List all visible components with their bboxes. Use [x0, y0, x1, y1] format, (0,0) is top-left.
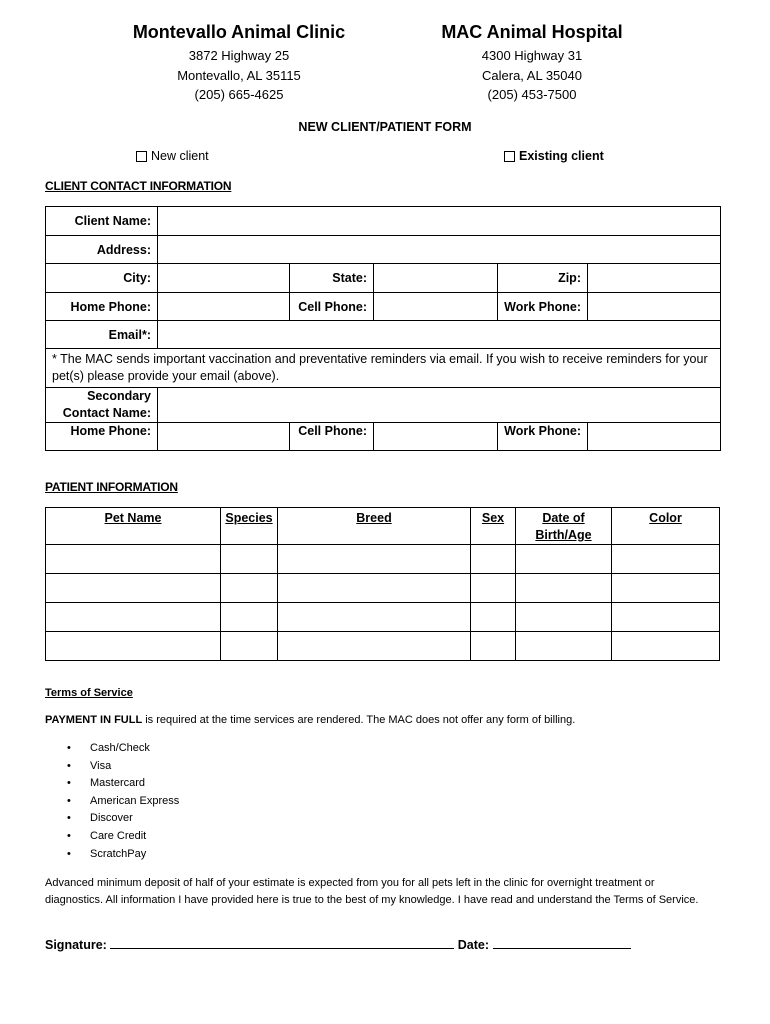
- color-header: Color: [612, 508, 720, 545]
- clinic-phone: (205) 665-4625: [194, 87, 284, 102]
- patient-section-title: PATIENT INFORMATION: [45, 480, 178, 494]
- clinic-city: Calera, AL 35040: [482, 67, 582, 83]
- dob-cell[interactable]: [516, 574, 612, 603]
- pet-name-header: Pet Name: [46, 508, 221, 545]
- cell-phone-field[interactable]: [374, 293, 498, 321]
- sex-cell[interactable]: [471, 545, 516, 574]
- email-field[interactable]: [158, 321, 721, 349]
- signature-row: [45, 936, 631, 952]
- secondary-contact-label-line1: Secondary: [87, 389, 151, 403]
- pet-name-cell[interactable]: [46, 603, 221, 632]
- dob-cell[interactable]: [516, 545, 612, 574]
- sex-cell[interactable]: [471, 632, 516, 661]
- color-cell[interactable]: [612, 574, 720, 603]
- zip-field[interactable]: [588, 264, 721, 293]
- species-cell[interactable]: [221, 632, 278, 661]
- table-row: [46, 545, 720, 574]
- list-item: • Care Credit: [45, 828, 179, 846]
- date-line[interactable]: [493, 936, 631, 949]
- payment-in-full: PAYMENT IN FULL: [45, 714, 143, 726]
- clinic-header-montevallo: [100, 20, 378, 105]
- breed-cell[interactable]: [278, 574, 471, 603]
- breed-cell[interactable]: [278, 632, 471, 661]
- existing-client-checkbox[interactable]: [504, 151, 515, 162]
- pet-name-cell[interactable]: [46, 545, 221, 574]
- client-name-label: Client Name:: [46, 207, 158, 236]
- patient-info-table: [45, 507, 720, 661]
- terms-title: Terms of Service: [45, 687, 133, 699]
- new-client-label: New client: [151, 149, 209, 163]
- breed-cell[interactable]: [278, 545, 471, 574]
- clinic-address: 3872 Highway 25: [188, 48, 290, 63]
- secondary-contact-label: [46, 388, 158, 423]
- secondary-home-phone-label: Home Phone:: [46, 423, 158, 451]
- existing-client-option[interactable]: [504, 149, 604, 163]
- dob-age-header: Date of Birth/Age: [516, 508, 612, 545]
- dob-cell[interactable]: [516, 603, 612, 632]
- city-label: City:: [46, 264, 158, 293]
- clinic-phone: (205) 453-7500: [487, 87, 577, 102]
- color-cell[interactable]: [612, 545, 720, 574]
- breed-cell[interactable]: [278, 603, 471, 632]
- list-item: • Discover: [45, 810, 179, 828]
- state-field[interactable]: [374, 264, 498, 293]
- species-header: Species: [221, 508, 278, 545]
- color-cell[interactable]: [612, 632, 720, 661]
- payment-methods-list: [45, 740, 179, 863]
- pet-name-cell[interactable]: [46, 632, 221, 661]
- state-label: State:: [290, 264, 374, 293]
- list-item: • ScratchPay: [45, 846, 179, 864]
- secondary-contact-label-line2: Contact Name:: [62, 406, 151, 420]
- payment-rest: is required at the time services are rendered. The MAC does not offer any form of billing.: [142, 714, 576, 726]
- cell-phone-label: Cell Phone:: [290, 293, 374, 321]
- secondary-work-phone-label: Work Phone:: [498, 423, 588, 451]
- deposit-statement: Advanced minimum deposit of half of your estimate is expected from you for all pets left in the clinic for overnight treatment or diagnostics. All information I have provided here is true to the best of my knowledge. I have read and understand the Terms of Service.: [45, 877, 699, 906]
- secondary-contact-field[interactable]: [158, 388, 721, 423]
- address-label: Address:: [46, 236, 158, 264]
- payment-statement: [45, 714, 575, 726]
- city-field[interactable]: [158, 264, 290, 293]
- email-reminder-note: * The MAC sends important vaccination and preventative reminders via email. If you wish to receive reminders for your pet(s) please provide your email (above).: [46, 349, 721, 388]
- client-name-field[interactable]: [158, 207, 721, 236]
- existing-client-label: Existing client: [519, 149, 604, 163]
- clinic-address: 4300 Highway 31: [481, 48, 583, 63]
- sex-header: Sex: [471, 508, 516, 545]
- secondary-home-phone-field[interactable]: [158, 423, 290, 451]
- zip-label: Zip:: [498, 264, 588, 293]
- clinic-city: Montevallo, AL 35115: [177, 67, 301, 83]
- secondary-cell-phone-field[interactable]: [374, 423, 498, 451]
- signature-line[interactable]: [110, 936, 454, 949]
- date-label: Date:: [457, 938, 490, 952]
- new-client-checkbox[interactable]: [136, 151, 147, 162]
- list-item: • American Express: [45, 793, 179, 811]
- clinic-name: MAC Animal Hospital: [441, 22, 623, 42]
- sex-cell[interactable]: [471, 603, 516, 632]
- table-row: [46, 632, 720, 661]
- secondary-cell-phone-label: Cell Phone:: [290, 423, 374, 451]
- address-field[interactable]: [158, 236, 721, 264]
- list-item: • Mastercard: [45, 775, 179, 793]
- contact-info-table: [45, 206, 721, 451]
- breed-header: Breed: [278, 508, 471, 545]
- color-cell[interactable]: [612, 603, 720, 632]
- secondary-work-phone-field[interactable]: [588, 423, 721, 451]
- species-cell[interactable]: [221, 574, 278, 603]
- clinic-header-mac: [400, 20, 664, 105]
- table-row: [46, 574, 720, 603]
- home-phone-field[interactable]: [158, 293, 290, 321]
- signature-label: Signature:: [45, 938, 107, 952]
- email-label: Email*:: [46, 321, 158, 349]
- pet-name-cell[interactable]: [46, 574, 221, 603]
- species-cell[interactable]: [221, 545, 278, 574]
- contact-section-title: CLIENT CONTACT INFORMATION: [45, 179, 232, 193]
- table-row: [46, 603, 720, 632]
- home-phone-label: Home Phone:: [46, 293, 158, 321]
- form-title: NEW CLIENT/PATIENT FORM: [298, 120, 472, 134]
- new-client-option[interactable]: [136, 149, 209, 163]
- clinic-name: Montevallo Animal Clinic: [132, 22, 346, 42]
- list-item: • Cash/Check: [45, 740, 179, 758]
- sex-cell[interactable]: [471, 574, 516, 603]
- dob-cell[interactable]: [516, 632, 612, 661]
- species-cell[interactable]: [221, 603, 278, 632]
- list-item: • Visa: [45, 758, 179, 776]
- work-phone-label: Work Phone:: [498, 293, 588, 321]
- work-phone-field[interactable]: [588, 293, 721, 321]
